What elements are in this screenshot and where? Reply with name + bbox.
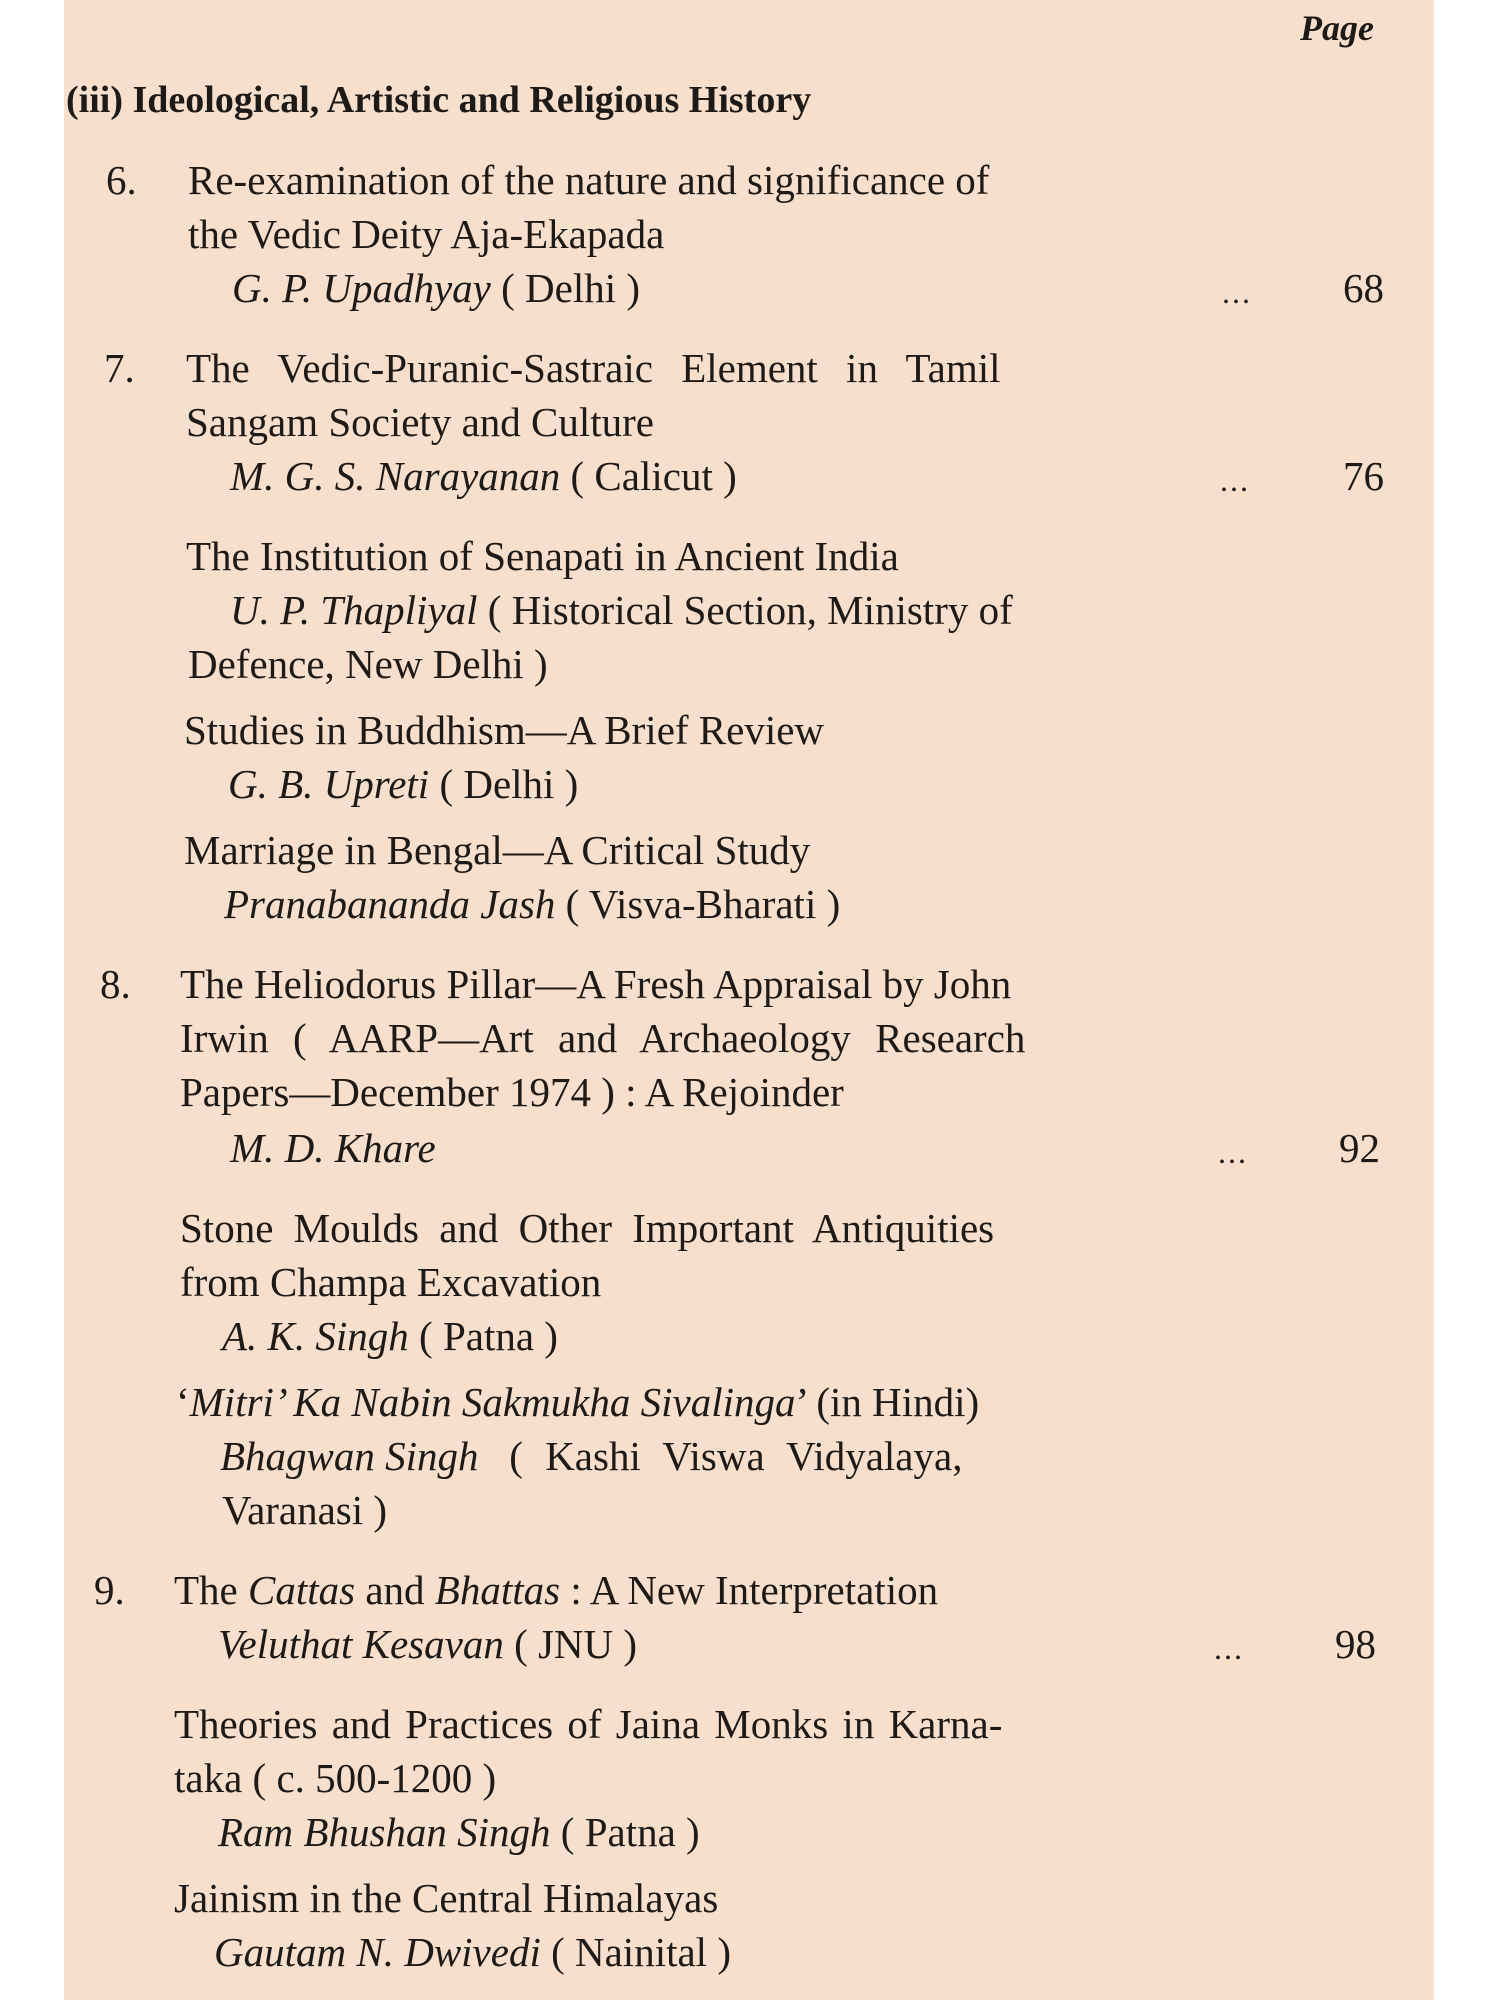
- entry-title-line: the Vedic Deity Aja-Ekapada: [188, 211, 665, 257]
- author-name: U. P. Thapliyal: [230, 587, 478, 633]
- entry-title-line: Studies in Buddhism—A Brief Review: [184, 707, 825, 753]
- author-name: M. G. S. Narayanan: [230, 453, 561, 499]
- entry-author-line: [228, 760, 578, 808]
- title-italic: Bhattas: [434, 1567, 561, 1613]
- author-name: M. D. Khare: [230, 1125, 436, 1171]
- author-affiliation-continued: Defence, New Delhi ): [188, 641, 548, 687]
- author-name: Veluthat Kesavan: [218, 1621, 504, 1667]
- author-affiliation: ( Calicut ): [570, 453, 737, 499]
- open-quote: ‘: [176, 1379, 190, 1425]
- entry-title-line: Irwin ( AARP—Art and Archaeology Research: [180, 1015, 1026, 1061]
- entry-author-line: [230, 452, 737, 500]
- entry-number: 6.: [106, 157, 137, 203]
- title-italic: Mitri’ Ka Nabin Sakmukha Sivalinga: [189, 1379, 796, 1425]
- leader-dots: ...: [1218, 1134, 1248, 1170]
- entry-title-line: The Heliodorus Pillar—A Fresh Appraisal by John: [180, 961, 1012, 1007]
- title-part: : A New Interpretation: [560, 1567, 939, 1613]
- entry-author-line: [222, 1312, 558, 1360]
- entry-title-line: [174, 1566, 938, 1614]
- title-suffix: ’ (in Hindi): [795, 1379, 980, 1425]
- entry-number: 9.: [94, 1567, 125, 1613]
- entry-author-line: [218, 1808, 700, 1856]
- entry-title-line: Sangam Society and Culture: [186, 399, 654, 445]
- entry-title-line: Theories and Practices of Jaina Monks in Karna-: [174, 1701, 1003, 1747]
- author-name: Ram Bhushan Singh: [218, 1809, 551, 1855]
- author-affiliation: ( Delhi ): [439, 761, 579, 807]
- author-name: G. B. Upreti: [228, 761, 430, 807]
- page-number: 76: [1343, 453, 1384, 499]
- title-part: The: [174, 1567, 248, 1613]
- author-affiliation-continued: Varanasi ): [222, 1487, 388, 1533]
- entry-author-line: [232, 264, 640, 312]
- page-number: 98: [1335, 1621, 1376, 1667]
- author-name: Bhagwan Singh: [220, 1433, 479, 1479]
- entry-author-line: [218, 1620, 637, 1668]
- author-name: Gautam N. Dwivedi: [214, 1929, 541, 1975]
- entry-title-line: [176, 1378, 979, 1426]
- author-name: Pranabananda Jash: [224, 881, 556, 927]
- section-heading: (iii) Ideological, Artistic and Religious History: [66, 79, 812, 121]
- entry-title-line: The Institution of Senapati in Ancient India: [186, 533, 899, 579]
- page-number: 92: [1339, 1125, 1380, 1171]
- author-affiliation: ( Visva-Bharati ): [565, 881, 841, 927]
- entry-title-line: Marriage in Bengal—A Critical Study: [184, 827, 811, 873]
- page-number: 68: [1343, 265, 1384, 311]
- entry-title-line: The Vedic-Puranic-Sastraic Element in Tamil: [186, 345, 1001, 391]
- entry-author-line: [214, 1928, 731, 1976]
- author-affiliation: ( Kashi Viswa Vidyalaya,: [509, 1433, 963, 1479]
- author-affiliation: ( Nainital ): [551, 1929, 731, 1975]
- entry-title-line: Re-examination of the nature and significance of: [188, 157, 990, 203]
- entry-title-line: Papers—December 1974 ) : A Rejoinder: [180, 1069, 844, 1115]
- author-affiliation: ( Delhi ): [501, 265, 641, 311]
- entry-number: 7.: [104, 345, 135, 391]
- entry-title-line: from Champa Excavation: [180, 1259, 602, 1305]
- entry-author-line: [224, 880, 840, 928]
- leader-dots: ...: [1220, 462, 1250, 498]
- author-name: A. K. Singh: [222, 1313, 409, 1359]
- entry-title-line: Jainism in the Central Himalayas: [174, 1875, 719, 1921]
- author-affiliation: ( JNU ): [514, 1621, 638, 1667]
- entry-author-line: [230, 586, 1013, 634]
- author-affiliation: ( Historical Section, Ministry of: [487, 587, 1013, 633]
- title-italic: Cattas: [248, 1567, 356, 1613]
- author-affiliation: ( Patna ): [419, 1313, 558, 1359]
- leader-dots: ...: [1222, 274, 1252, 310]
- author-name: G. P. Upadhyay: [232, 265, 491, 311]
- entry-title-line: Stone Moulds and Other Important Antiquities: [180, 1205, 995, 1251]
- entry-author-line: [220, 1432, 962, 1480]
- title-part: and: [355, 1567, 435, 1613]
- page-column-label: Page: [1300, 8, 1374, 48]
- entry-number: 8.: [100, 961, 131, 1007]
- author-affiliation: ( Patna ): [560, 1809, 700, 1855]
- leader-dots: ...: [1214, 1630, 1244, 1666]
- entry-title-line: taka ( c. 500-1200 ): [174, 1755, 497, 1801]
